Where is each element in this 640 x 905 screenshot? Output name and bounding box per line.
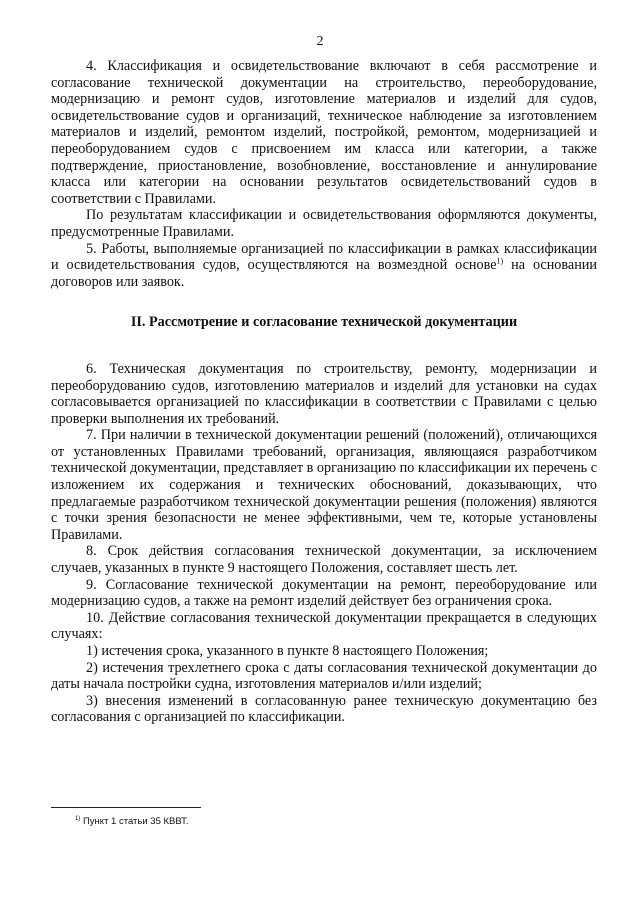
list-item-3: 3) внесения изменений в согласованную ранее техническую документацию без согласования с организацией по классификации. — [51, 692, 597, 726]
paragraph-8: 8. Срок действия согласования технической документации, за исключением случаев, указанных в пункте 9 настоящего Положения, составляет шесть лет. — [51, 543, 597, 577]
paragraph-5-text-after: на основании договоров или заявок. — [51, 257, 597, 290]
paragraph-7: 7. При наличии в технической документации решений (положений), отличающихся от установленных Правилами требований, организация, являющаяся разработчиком технической документации, представляет в организацию по классификации их перечень с изложением их содержания и технических обоснований, доказывающих, что предлагаемые разработчиком технической документации решения (положения) являются с точки зрения безопасности не менее эффективными, чем те, которые установлены Правилами. — [51, 427, 597, 543]
list-item-2: 2) истечения трехлетнего срока с даты согласования технической документации до даты начала постройки судна, изготовления материалов и/или изделий; — [51, 659, 597, 693]
footnote-reference: 1) — [496, 256, 504, 266]
paragraph-9: 9. Согласование технической документации на ремонт, переоборудование или модернизацию судов, а также на ремонт изделий действует без ограничения срока. — [51, 576, 597, 610]
paragraph-10: 10. Действие согласования технической документации прекращается в следующих случаях: — [51, 609, 597, 643]
list-item-1: 1) истечения срока, указанного в пункте 8 настоящего Положения; — [86, 643, 489, 659]
footnote — [75, 814, 188, 831]
footnote-marker: 1) — [75, 815, 81, 822]
footnote-separator — [51, 807, 201, 808]
paragraph-results: По результатам классификации и освидетельствования оформляются документы, предусмотренные Правилами. — [51, 207, 597, 240]
section-heading: II. Рассмотрение и согласование технической документации — [130, 314, 518, 331]
footnote-text: Пункт 1 статьи 35 КВВТ. — [80, 816, 189, 827]
paragraph-5-text: 5. Работы, выполняемые организацией по классификации в рамках классификации и освидетельствования судов, осуществляются на возмездной основе — [51, 240, 597, 274]
page-number: 2 — [316, 34, 324, 49]
paragraph-6: 6. Техническая документация по строительству, ремонту, модернизации и переоборудованию судов, изготовлению материалов и изделий для установки на судах согласовывается организацией по классификации в соответствии с Правилами с целью проверки выполнения их требований. — [51, 360, 597, 427]
document-body — [51, 58, 597, 726]
paragraph-5 — [51, 241, 597, 291]
paragraph-4: 4. Классификация и освидетельствование включают в себя рассмотрение и согласование технической документации на строительство, переоборудование, модернизацию и ремонт судов, изготовление материалов и изделий для судов, освидетельствование судов и организаций, техническое наблюдение за изготовлением материалов и изделий, ремонтом изделий, постройкой, ремонтом, модернизацией и переоборудованием судов с присвоением им класса или категории, а также подтверждение, приостановление, возобновление, восстановление и аннулирование класса или категории на основании результатов освидетельствований судов в соответствии с Правилами. — [51, 58, 597, 207]
